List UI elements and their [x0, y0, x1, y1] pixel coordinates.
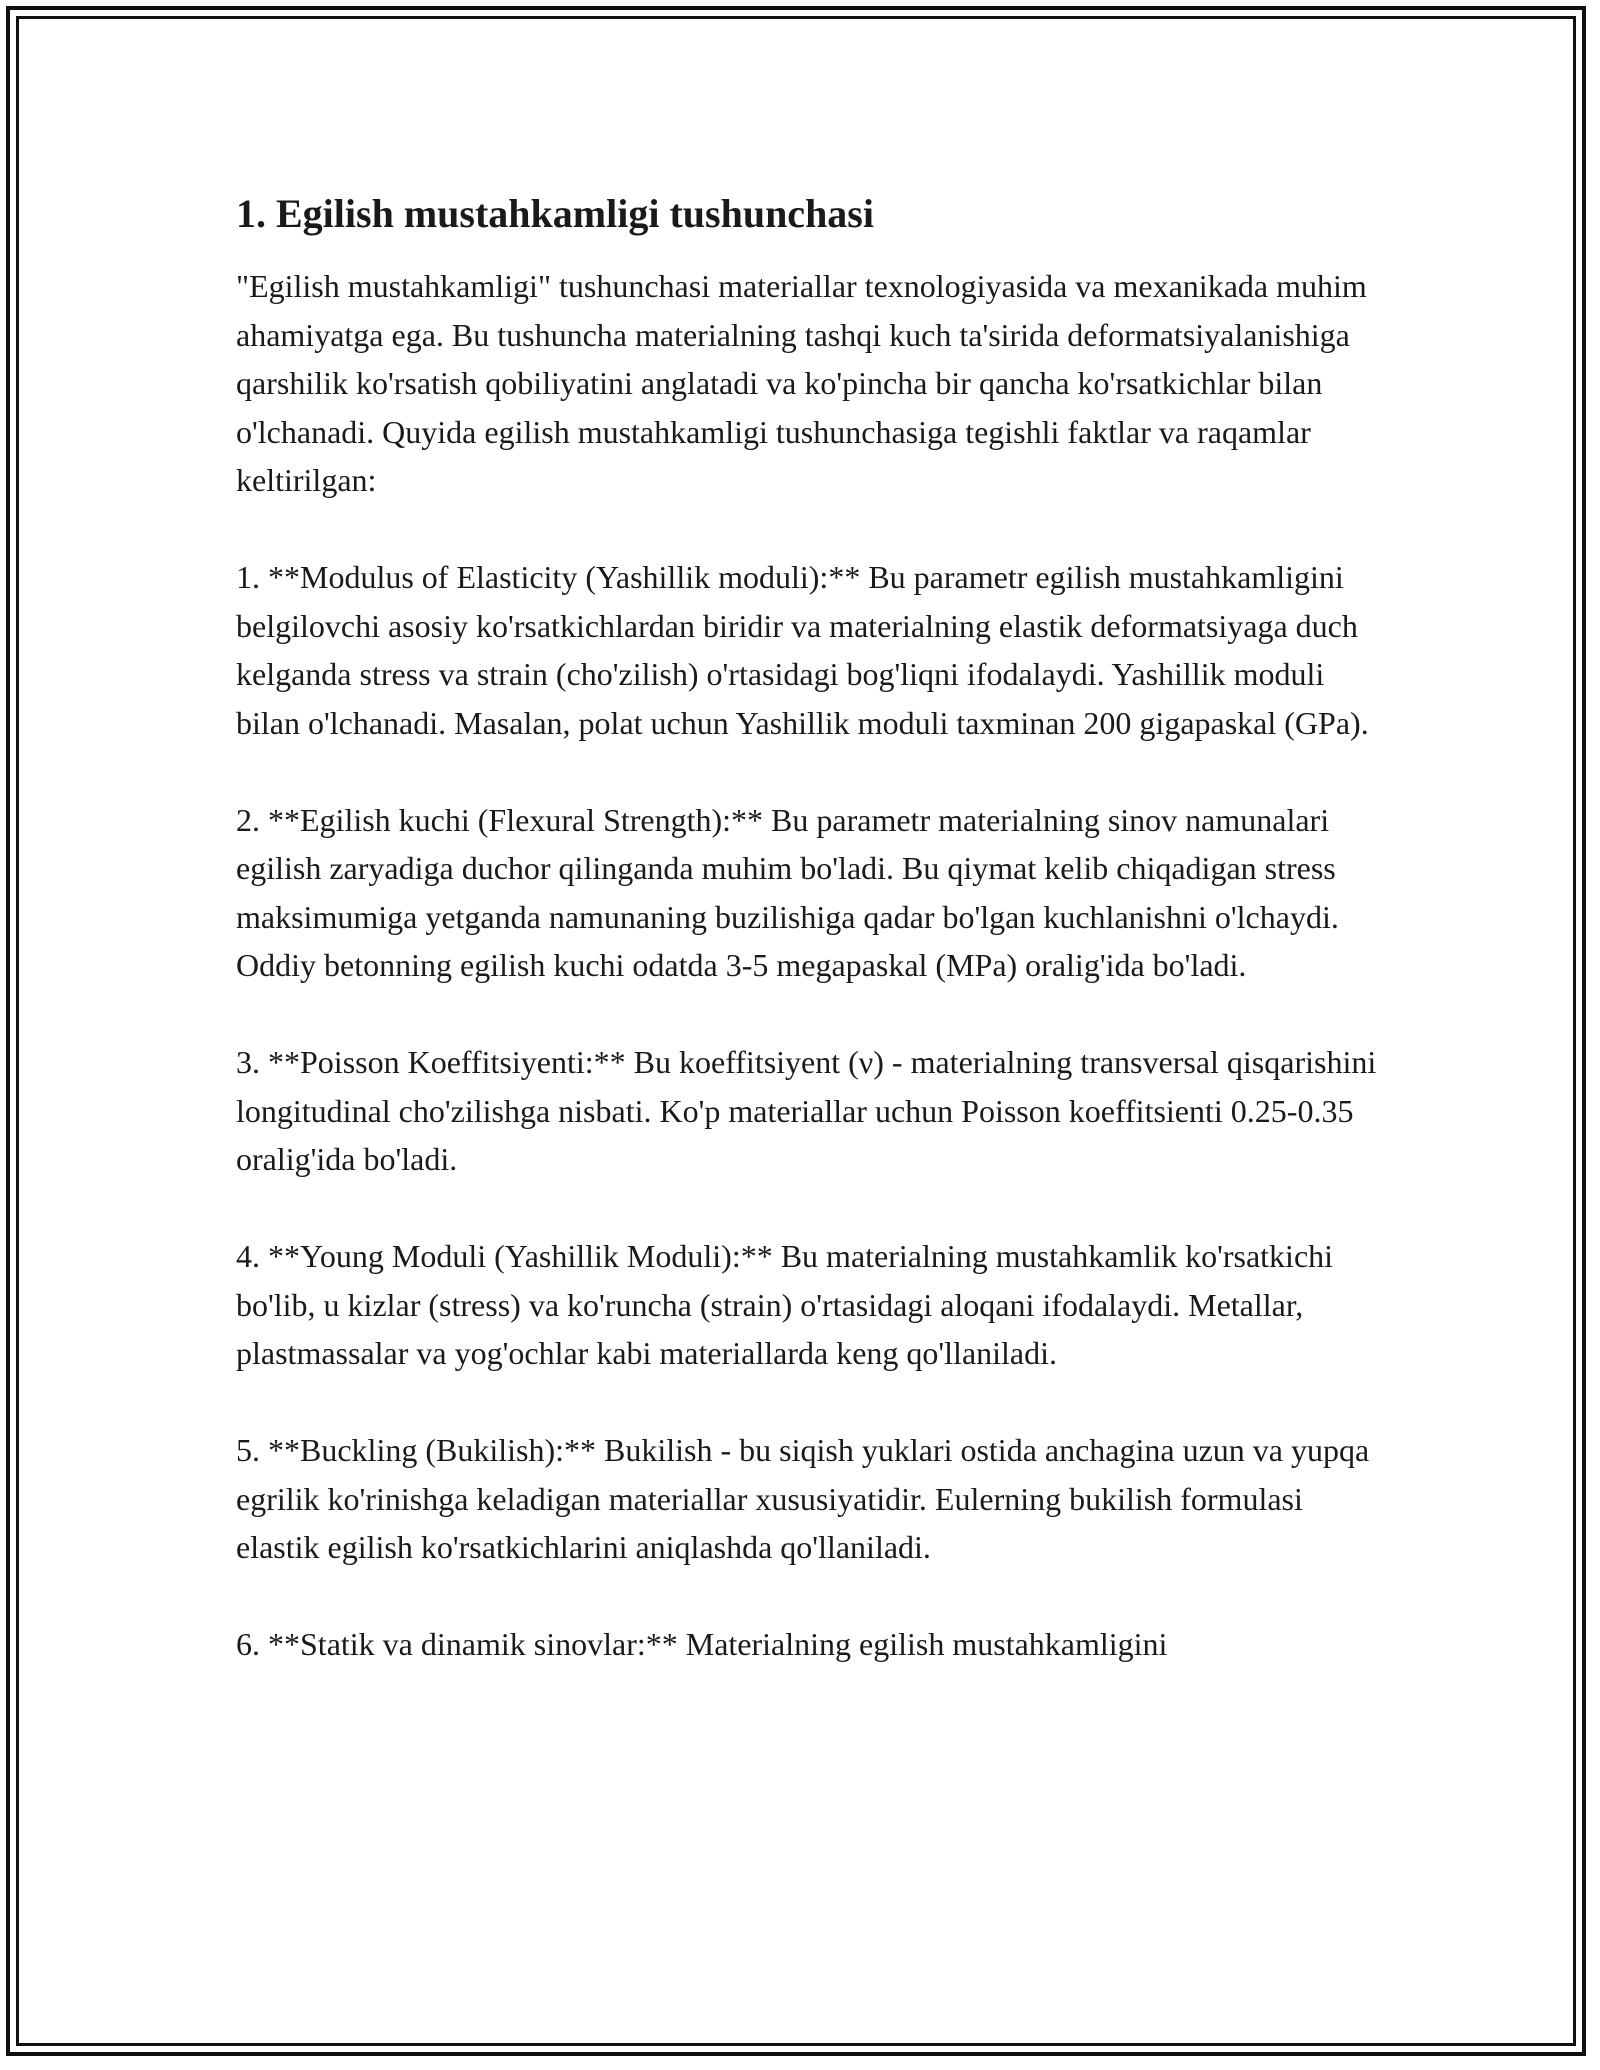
document-body — [236, 184, 1386, 1669]
paragraph-modulus-of-elasticity: 1. **Modulus of Elasticity (Yashillik moduli):** Bu parametr egilish mustahkamligini belgilovchi asosiy ko'rsatkichlardan biridir va materialning elastik deformatsiyaga duch kelganda stress va strain (cho'zilish) o'rtasidagi bog'liqni ifodalaydi. Yashillik moduli bilan o'lchanadi. Masalan, polat uchun Yashillik moduli taxminan 200 gigapaskal (GPa). — [236, 559, 1369, 741]
paragraph-poisson-coefficient: 3. **Poisson Koeffitsiyenti:** Bu koeffitsiyent (ν) - materialning transversal qisqarishini longitudinal cho'zilishga nisbati. Ko'p materiallar uchun Poisson koeffitsienti 0.25-0.35 oralig'ida bo'ladi. — [236, 1044, 1377, 1177]
paragraph-young-modulus: 4. **Young Moduli (Yashillik Moduli):** Bu materialning mustahkamlik ko'rsatkichi bo'lib, u kizlar (stress) va ko'runcha (strain) o'rtasidagi aloqani ifodalaydi. Metallar, plastmassalar va yog'ochlar kabi materiallarda keng qo'llaniladi. — [236, 1238, 1334, 1371]
intro-paragraph: "Egilish mustahkamligi" tushunchasi materiallar texnologiyasida va mexanikada muhim ahamiyatga ega. Bu tushuncha materialning tashqi kuch ta'sirida deformatsiyalanishiga qarshilik ko'rsatish qobiliyatini anglatadi va ko'pincha bir qancha ko'rsatkichlar bilan o'lchanadi. Quyida egilish mustahkamligi tushunchasiga tegishli faktlar va raqamlar keltirilgan: — [236, 268, 1367, 498]
paragraph-buckling: 5. **Buckling (Bukilish):** Bukilish - bu siqish yuklari ostida anchagina uzun va yupqa egrilik ko'rinishga keladigan materiallar xususiyatidir. Eulerning bukilish formulasi elastik egilish ko'rsatkichlarini aniqlashda qo'llaniladi. — [236, 1432, 1370, 1565]
page-title: 1. Egilish mustahkamligi tushunchasi — [236, 191, 874, 236]
paragraph-static-dynamic-tests: 6. **Statik va dinamik sinovlar:** Materialning egilish mustahkamligini — [236, 1626, 1168, 1662]
paragraph-flexural-strength: 2. **Egilish kuchi (Flexural Strength):** Bu parametr materialning sinov namunalari egilish zaryadiga duchor qilinganda muhim bo'ladi. Bu qiymat kelib chiqadigan stress maksimumiga yetganda namunaning buzilishiga qadar bo'lgan kuchlanishni o'lchaydi. Oddiy betonning egilish kuchi odatda 3-5 megapaskal (MPa) oralig'ida bo'ladi. — [236, 801, 1339, 983]
